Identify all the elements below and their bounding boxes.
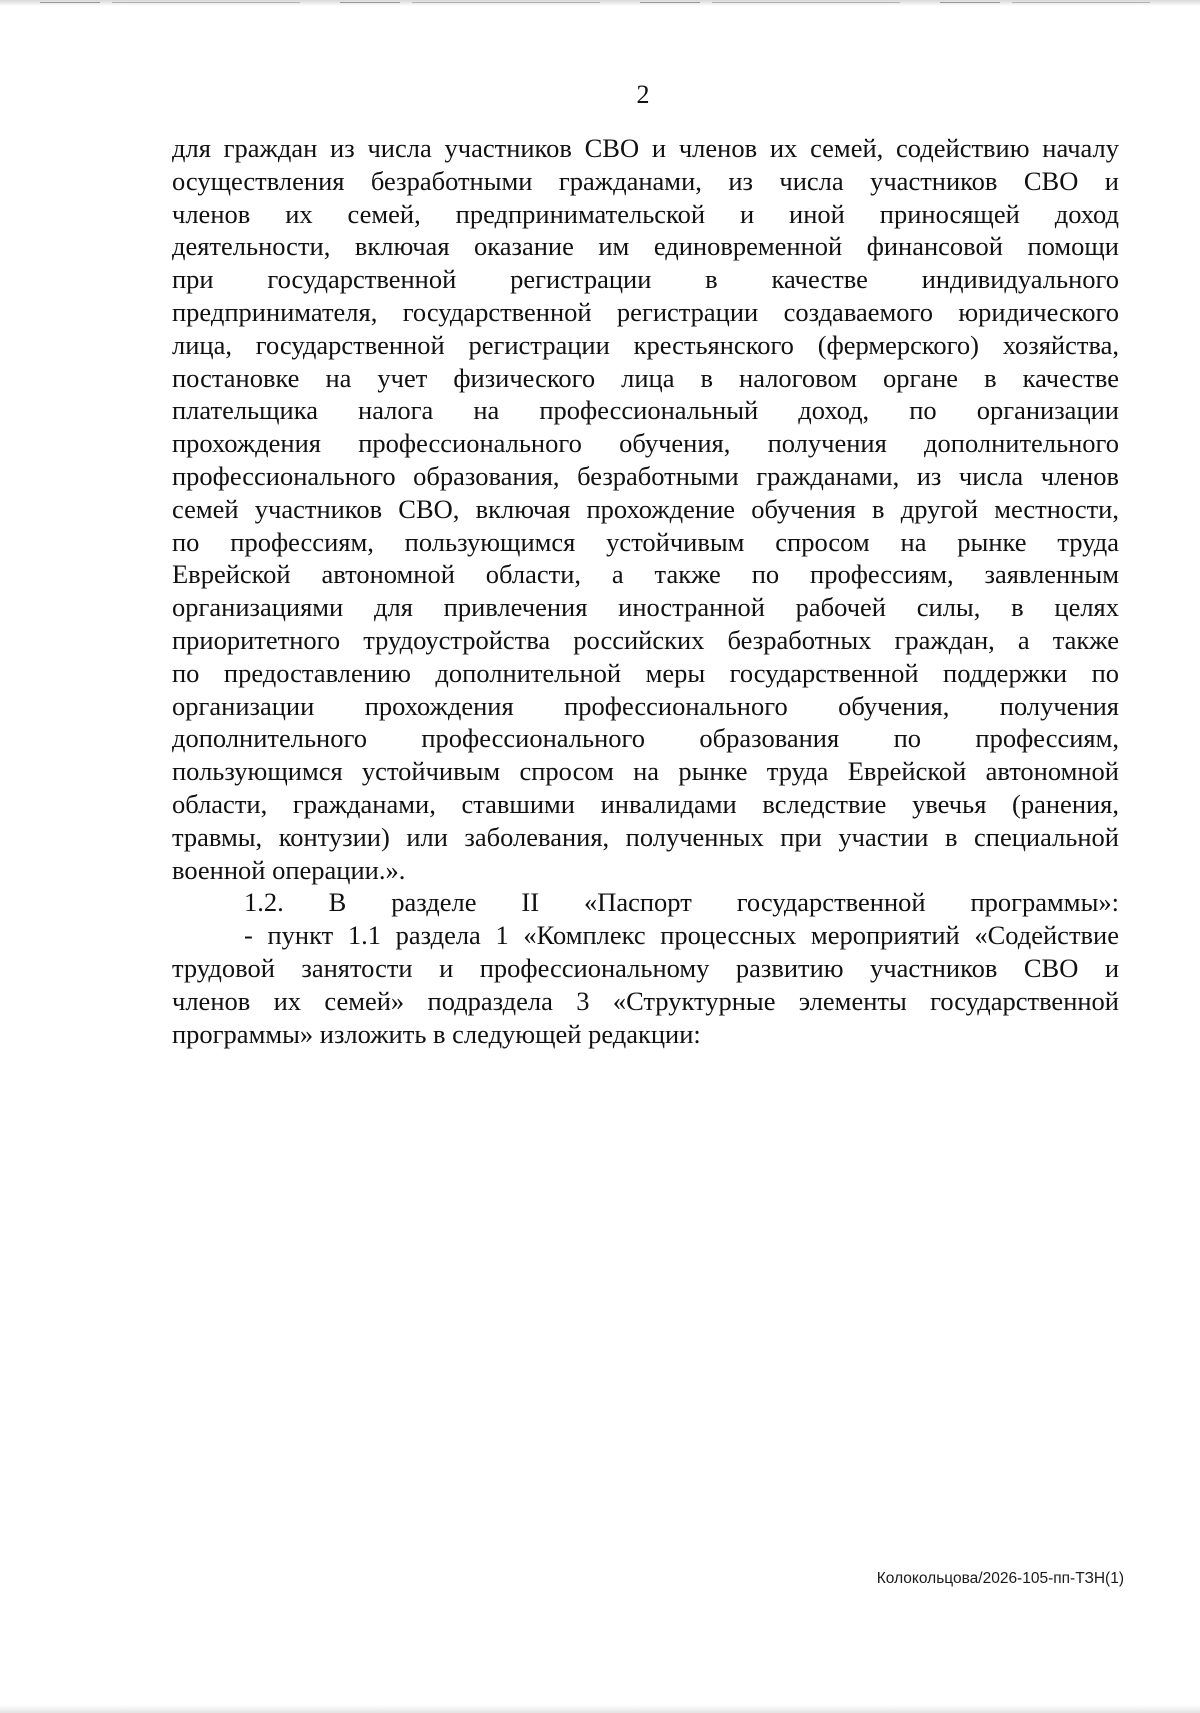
text-line: военной операции.». <box>172 854 406 885</box>
text-line: профессионального образования, безработными гражданами, из числа членов <box>172 460 1119 491</box>
text-line: лица, государственной регистрации крестьянского (фермерского) хозяйства, <box>172 329 1119 360</box>
text-line: при государственной регистрации в качестве индивидуального <box>172 264 1119 295</box>
text-line: осуществления безработными гражданами, из числа участников СВО и <box>172 165 1119 196</box>
text-line: области, гражданами, ставшими инвалидами вследствие увечья (ранения, <box>172 788 1119 819</box>
page-number: 2 <box>636 80 650 109</box>
document-body <box>172 132 1119 1050</box>
scan-artifact-line <box>40 2 1150 3</box>
text-line: трудовой занятости и профессиональному развитию участников СВО и <box>172 952 1119 983</box>
text-line: членов их семей» подраздела 3 «Структурные элементы государственной <box>172 985 1119 1016</box>
text-line: предпринимателя, государственной регистрации создаваемого юридического <box>172 296 1119 327</box>
text-line: - пункт 1.1 раздела 1 «Комплекс процессных мероприятий «Содействие <box>244 920 1119 951</box>
text-line: прохождения профессионального обучения, получения дополнительного <box>172 428 1119 459</box>
document-code: Колокольцова/2026-105-пп-ТЗН(1) <box>876 1570 1124 1587</box>
text-line: пользующимся устойчивым спросом на рынке труда Еврейской автономной <box>172 756 1119 787</box>
text-line: членов их семей, предпринимательской и иной приносящей доход <box>172 198 1119 229</box>
text-line: плательщика налога на профессиональный доход, по организации <box>172 395 1119 426</box>
text-line: по предоставлению дополнительной меры государственной поддержки по <box>172 657 1119 688</box>
text-line: деятельности, включая оказание им единовременной финансовой помощи <box>172 231 1119 262</box>
text-line: организации прохождения профессионального обучения, получения <box>172 690 1119 721</box>
text-line: по профессиям, пользующимся устойчивым спросом на рынке труда <box>172 526 1119 557</box>
text-line: для граждан из числа участников СВО и членов их семей, содействию началу <box>172 133 1119 163</box>
text-line: организациями для привлечения иностранной рабочей силы, в целях <box>172 592 1119 623</box>
text-line: постановке на учет физического лица в налоговом органе в качестве <box>172 362 1119 393</box>
scan-edge-bottom <box>0 1705 1200 1713</box>
scan-edge-top <box>0 0 1200 6</box>
text-line: программы» изложить в следующей редакции: <box>172 1018 701 1049</box>
section-heading-line: 1.2. В разделе II «Паспорт государственной программы»: <box>244 887 1119 918</box>
text-line: приоритетного трудоустройства российских безработных граждан, а также <box>172 624 1119 655</box>
text-line: Еврейской автономной области, а также по профессиям, заявленным <box>172 559 1119 590</box>
text-line: травмы, контузии) или заболевания, полученных при участии в специальной <box>172 821 1119 852</box>
text-line: семей участников СВО, включая прохождение обучения в другой местности, <box>172 493 1119 524</box>
text-line: дополнительного профессионального образования по профессиям, <box>172 723 1119 754</box>
